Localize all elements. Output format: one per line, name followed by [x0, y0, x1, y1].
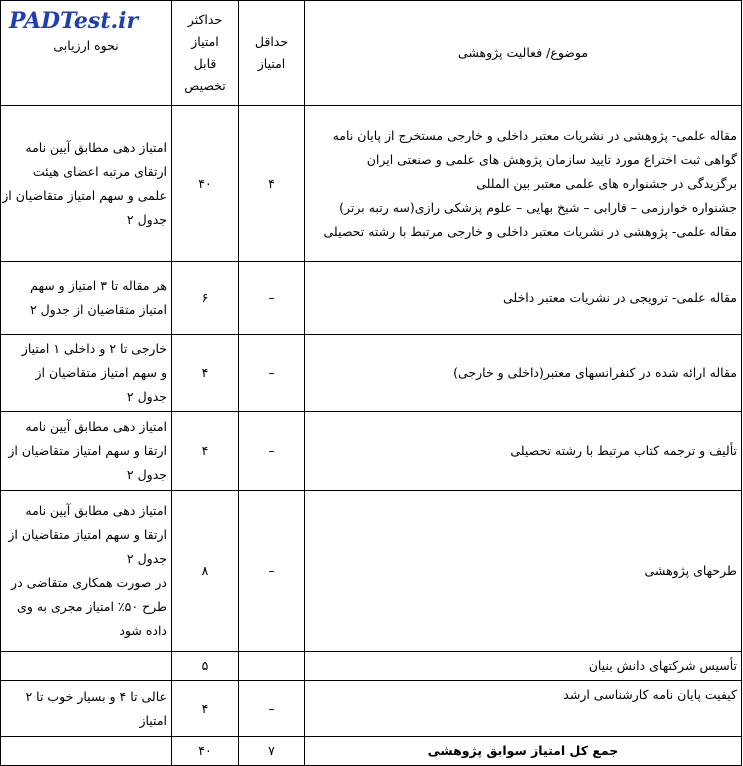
site-logo: PADTest.ir [9, 8, 139, 34]
eval-line: امتیاز متقاضیان از جدول ۲ [29, 302, 167, 317]
max-score-cell: ۴ [172, 335, 239, 412]
eval-line: خارجی تا ۲ و داخلی ۱ امتیاز [21, 341, 167, 356]
eval-line: هر مقاله تا ۳ امتیاز و سهم [30, 278, 167, 293]
eval-line: ارتقای مرتبه اعضای هیئت [32, 163, 167, 179]
header-eval-label: نحوه ارزیابی [53, 38, 119, 53]
header-eval [1, 1, 172, 106]
topic-line: کیفیت پایان نامه کارشناسی ارشد [563, 687, 737, 702]
total-label: جمع کل امتیاز سوابق پژوهشی [305, 737, 742, 766]
table-row [1, 491, 742, 652]
topic-line: طرحهای پژوهشی [644, 563, 737, 578]
eval-line: امتیاز دهی مطابق آیین نامه [25, 139, 167, 155]
topic-cell [305, 652, 742, 681]
eval-line: جدول ۲ [126, 467, 167, 482]
min-score-cell [239, 652, 305, 681]
eval-line: جدول ۲ [126, 389, 167, 404]
topic-line: تألیف و ترجمه کتاب مرتبط با رشته تحصیلی [510, 443, 737, 458]
max-score-cell: ۵ [172, 652, 239, 681]
header-topic [305, 1, 742, 106]
table-row [1, 681, 742, 737]
eval-cell [1, 412, 172, 491]
header-max-line: امتیاز [191, 34, 219, 49]
header-min-line: امتیاز [257, 56, 286, 71]
eval-cell [1, 681, 172, 737]
topic-cell [305, 412, 742, 491]
total-min-score: ۷ [239, 737, 305, 766]
min-score-cell: – [239, 335, 305, 412]
topic-line: مقاله ارائه شده در کنفرانسهای معتبر(داخلی و خارجی) [453, 365, 737, 380]
header-row [1, 1, 742, 106]
total-eval-cell [1, 737, 172, 766]
eval-line: امتیاز [139, 712, 167, 728]
eval-cell [1, 335, 172, 412]
table-row [1, 262, 742, 335]
header-topic-label: موضوع/ فعالیت پژوهشی [457, 45, 589, 60]
max-score-cell: ۴۰ [172, 106, 239, 262]
eval-line: ارتقا و سهم امتیاز متقاضیان از [8, 443, 167, 458]
table-row [1, 412, 742, 491]
topic-cell [305, 491, 742, 652]
eval-line: داده شود [119, 623, 167, 638]
table-row [1, 652, 742, 681]
header-max [172, 1, 239, 106]
topic-line: تأسیس شرکتهای دانش بنیان [588, 658, 737, 673]
max-score-cell: ۶ [172, 262, 239, 335]
eval-line: ارتقا و سهم امتیاز متقاضیان از [8, 527, 167, 542]
eval-line: عالی تا ۴ و بسیار خوب تا ۲ [25, 688, 167, 704]
eval-line: امتیاز دهی مطابق آیین نامه [25, 503, 167, 518]
topic-cell [305, 681, 742, 737]
eval-line: طرح ۵۰٪ امتیاز مجری به وی [17, 599, 167, 614]
eval-line: و سهم امتیاز متقاضیان از [35, 365, 167, 380]
eval-line: جدول ۲ [126, 551, 167, 566]
min-score-cell: ۴ [239, 106, 305, 262]
header-max-line: حداکثر [187, 12, 223, 27]
eval-line: در صورت همکاری متقاضی در [11, 575, 167, 590]
header-min-line: حداقل [254, 34, 289, 49]
eval-cell [1, 106, 172, 262]
total-max-score: ۴۰ [172, 737, 239, 766]
min-score-cell: – [239, 681, 305, 737]
table-row [1, 335, 742, 412]
eval-line: علمی و سهم امتیاز متقاضیان از [2, 187, 167, 203]
header-max-line: قابل [193, 56, 217, 71]
eval-cell [1, 262, 172, 335]
min-score-cell: – [239, 262, 305, 335]
topic-line: گواهی ثبت اختراع مورد تایید سازمان پژوهش های علمی و صنعتی ایران [366, 151, 737, 167]
eval-cell [1, 491, 172, 652]
header-max-line: تخصیص [184, 78, 226, 93]
table-row [1, 106, 742, 262]
topic-cell [305, 262, 742, 335]
topic-line: برگزیدگی در جشنواره های علمی معتبر بین المللی [476, 175, 737, 191]
eval-line: جدول ۲ [126, 211, 167, 227]
min-score-cell: – [239, 491, 305, 652]
eval-line: امتیاز دهی مطابق آیین نامه [25, 419, 167, 434]
min-score-cell: – [239, 412, 305, 491]
topic-cell [305, 106, 742, 262]
topic-line: جشنواره خوارزمی – فارابی – شیخ بهایی – علوم پزشکی رازی(سه رتبه برتر) [339, 199, 737, 215]
eval-cell [1, 652, 172, 681]
topic-line: مقاله علمی- پژوهشی در نشریات معتبر داخلی و خارجی مستخرج از پایان نامه [332, 127, 737, 143]
max-score-cell: ۴ [172, 412, 239, 491]
header-min [239, 1, 305, 106]
topic-line: مقاله علمی- ترویجی در نشریات معتبر داخلی [503, 290, 737, 305]
topic-line: مقاله علمی- پژوهشی در نشریات معتبر داخلی و خارجی مرتبط با رشته تحصیلی [323, 223, 737, 239]
topic-cell [305, 335, 742, 412]
total-row [1, 737, 742, 766]
max-score-cell: ۴ [172, 681, 239, 737]
max-score-cell: ۸ [172, 491, 239, 652]
